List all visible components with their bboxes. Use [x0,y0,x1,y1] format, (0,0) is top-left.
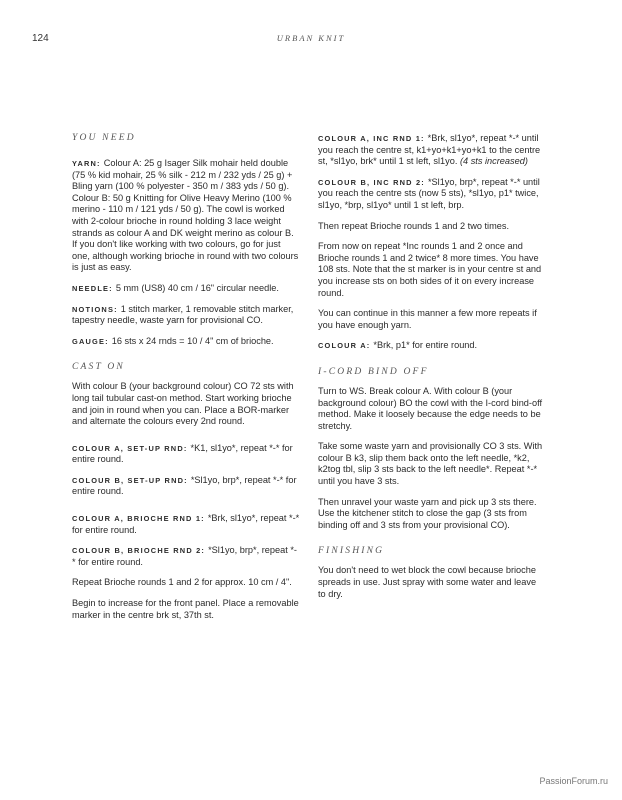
yarn-paragraph [72,158,300,274]
colour-b-inc-rnd2-text: *Sl1yo, brp*, repeat *-* until you reach the centre sts (now 5 sts), *sl1yo, p1* twice, sl1yo, *brp, sl1yo* until 1 st left, brp. [318,176,540,210]
repeat-two-times-paragraph: Then repeat Brioche rounds 1 and 2 two times. [318,220,510,231]
icord-paragraph-3: Then unravel your waste yarn and pick up 3 sts there. Use the kitchener stitch to close the gap (3 sts from binding off and 3 sts from your provisional CO). [318,496,537,530]
colour-b-brioche-rnd2-paragraph [72,545,300,568]
colour-a-setup-text: *K1, sl1yo*, repeat *-* for entire round. [72,442,293,465]
cast-on-heading: CAST ON [72,362,125,373]
colour-a-brioche-rnd1-paragraph [72,513,300,536]
colour-b-inc-rnd2-paragraph [318,177,546,212]
icord-bind-off-heading: I-CORD BIND OFF [318,366,429,377]
left-column [72,133,300,630]
colour-a-final-paragraph [318,340,546,352]
finishing-paragraph: You don't need to wet block the cowl because brioche spreads in use. Just spray with some water and leave to dry. [318,565,537,599]
from-now-paragraph: From now on repeat *Inc rounds 1 and 2 once and Brioche rounds 1 and 2 twice* 8 more times. You have 108 sts. Note that the st marker is in your centre st and you increase sts on both sides of it on every increase round. [318,241,542,298]
colour-a-final-label: COLOUR A: [318,341,371,351]
repeat-brioche-paragraph: Repeat Brioche rounds 1 and 2 for approx. 10 cm / 4". [72,577,292,588]
colour-b-setup-text: *Sl1yo, brp*, repeat *-* for entire round. [72,474,297,497]
colour-b-setup-paragraph [72,475,300,498]
yarn-label: YARN: [72,159,101,168]
needle-text: 5 mm (US8) 40 cm / 16" circular needle. [115,282,279,293]
gauge-text: 16 sts x 24 rnds = 10 / 4" cm of brioche. [111,335,274,346]
notions-label: NOTIONS: [72,304,118,314]
icord-paragraph-1: Turn to WS. Break colour A. With colour B (your background colour) BO the cowl with the I-cord bind-off method. Make it loosely because the edge needs to be stretchy. [318,385,543,431]
gauge-label: GAUGE: [72,336,109,346]
notions-paragraph [72,304,300,327]
needle-label: NEEDLE: [72,283,113,293]
you-need-heading: YOU NEED [72,133,136,143]
colour-a-brioche-rnd1-text: *Brk, sl1yo*, repeat *-* for entire round. [72,513,300,535]
page-number: 124 [32,33,49,44]
finishing-heading: FINISHING [318,546,385,557]
colour-a-inc-rnd1-text: *Brk, sl1yo*, repeat *-* until you reach the centre st, k1+yo+k1+yo+k1 to the centre st, *sl1yo, brk* until 1 st left, sl1yo. [318,133,541,167]
colour-a-inc-rnd1-paragraph [318,133,546,168]
running-header-title: URBAN KNIT [276,33,346,43]
notions-text: 1 stitch marker, 1 removable stitch marker, tapestry needle, waste yarn for provisional CO. [72,303,294,326]
colour-b-setup-label: COLOUR B, SET-UP RND: [72,475,188,485]
colour-a-setup-paragraph [72,443,300,466]
cast-on-intro: With colour B (your background colour) CO 72 sts with long tail tubular cast-on method. Start working brioche and join in round when you can. Place a BOR-marker and alternate the colours every 2nd round. [72,381,294,427]
colour-b-brioche-rnd2-label: COLOUR B, BRIOCHE RND 2: [72,546,206,556]
gauge-paragraph [72,336,300,348]
needle-paragraph [72,283,300,295]
continue-paragraph: You can continue in this manner a few more repeats if you have enough yarn. [318,308,537,330]
begin-increase-paragraph: Begin to increase for the front panel. Place a removable marker in the centre brk st, 37th st. [72,598,299,620]
colour-a-setup-label: COLOUR A, SET-UP RND: [72,443,188,453]
icord-paragraph-2: Take some waste yarn and provisionally CO 3 sts. With colour B k3, slip them back onto the left needle, *k2, k2tog tbl, slip 3 sts back to the left needle*. Repeat *-* until you have 3 sts. [318,441,543,487]
right-column [318,133,546,609]
colour-a-brioche-rnd1-label: COLOUR A, BRIOCHE RND 1: [72,514,205,524]
watermark: PassionForum.ru [539,776,608,786]
colour-b-brioche-rnd2-text: *Sl1yo, brp*, repeat *-* for entire round. [72,545,297,567]
colour-a-final-text: *Brk, p1* for entire round. [373,340,478,351]
colour-a-inc-rnd1-label: COLOUR A, INC RND 1: [318,134,425,143]
colour-b-inc-rnd2-label: COLOUR B, INC RND 2: [318,177,425,187]
colour-a-inc-rnd1-note: (4 sts increased) [459,156,528,167]
yarn-text: Colour A: 25 g Isager Silk mohair held double (75 % kid mohair, 25 % silk - 212 m / 232 yds / 25 g) + Bling yarn (100 % polyester - 350 m / 383 yds / 50 g). Colour B: 50 g Knitting for Olive Heavy Merino (100 % merino - 110 m / 121 yds / 50 g). The cowl is worked with 2-colour brioche in round holding 3 lace weight strands as colour A and DK weight merino as colour B. If you don't like working with two colours, go for just one, although working brioche in round with two colours is just as easy. [72,158,299,273]
